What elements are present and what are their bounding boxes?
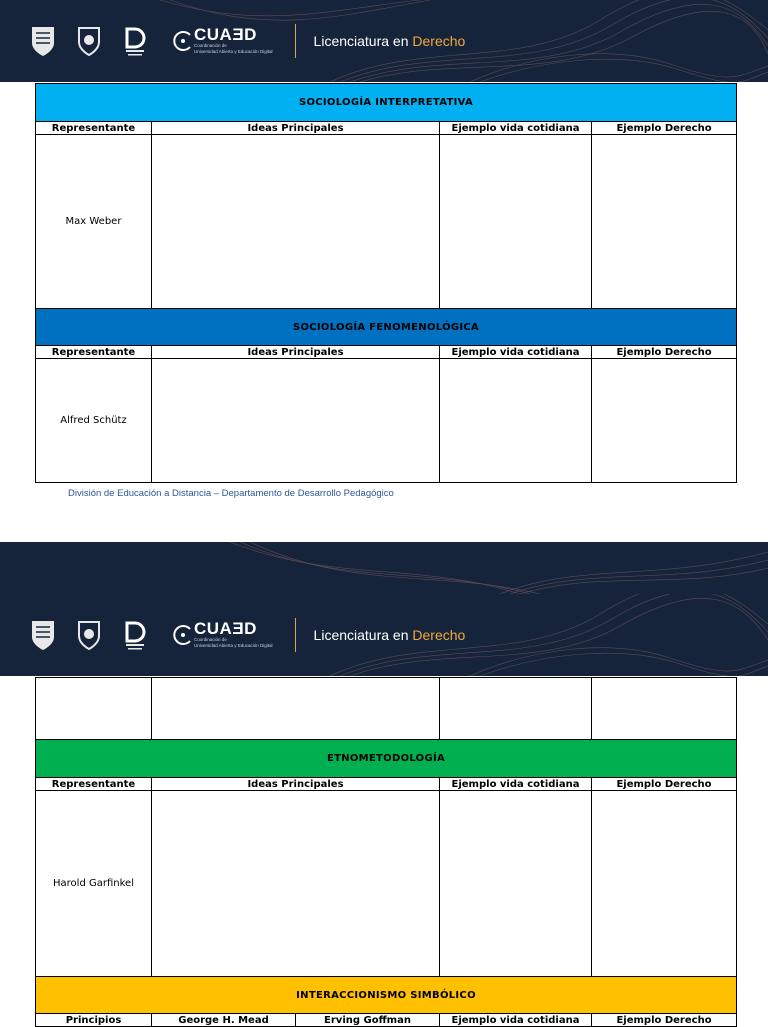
continued-rep-cell xyxy=(36,678,152,740)
representative-alfred-schutz: Alfred Schütz xyxy=(36,359,152,483)
decorative-waves xyxy=(0,542,768,594)
fes-shield-icon xyxy=(76,619,102,651)
page-break-strip xyxy=(0,542,768,594)
fes-shield-icon xyxy=(76,25,102,57)
column-header-ideas: Ideas Principales xyxy=(152,122,440,135)
law-example-cell[interactable] xyxy=(592,359,737,483)
cuaed-circle-icon xyxy=(172,624,194,646)
header-separator xyxy=(295,618,296,652)
representative-max-weber: Max Weber xyxy=(36,135,152,309)
header-separator xyxy=(295,24,296,58)
page-header-banner xyxy=(0,0,768,82)
column-header-daily-example: Ejemplo vida cotidiana xyxy=(440,346,592,359)
program-name: Derecho xyxy=(412,627,466,643)
program-prefix: Licenciatura en xyxy=(313,627,413,643)
cuaed-logo xyxy=(172,621,273,649)
column-header-representative: Representante xyxy=(36,346,152,359)
ideas-cell[interactable] xyxy=(152,135,440,309)
logo-row xyxy=(30,618,465,652)
column-header-law-example: Ejemplo Derecho xyxy=(592,1014,737,1027)
column-header-mead: George H. Mead xyxy=(152,1014,296,1027)
law-example-cell[interactable] xyxy=(592,791,737,977)
unam-shield-icon xyxy=(30,619,56,651)
section-title-etnometodologia: ETNOMETODOLOGÍA xyxy=(36,740,737,778)
daily-example-cell[interactable] xyxy=(440,791,592,977)
daily-example-cell[interactable] xyxy=(440,135,592,309)
column-header-law-example: Ejemplo Derecho xyxy=(592,122,737,135)
column-header-representative: Representante xyxy=(36,778,152,791)
de-logo-icon xyxy=(122,619,148,651)
program-title xyxy=(314,627,466,643)
column-header-law-example: Ejemplo Derecho xyxy=(592,346,737,359)
column-header-daily-example: Ejemplo vida cotidiana xyxy=(440,1014,592,1027)
column-header-representative: Representante xyxy=(36,122,152,135)
activity-table-interaccionismo xyxy=(35,976,737,1027)
cuaed-subtitle-1: Coordinación de xyxy=(194,43,227,48)
page-header-banner xyxy=(0,594,768,676)
section-title-fenomenologica: SOCIOLOGÍA FENOMENOLÓGICA xyxy=(36,309,737,346)
program-name: Derecho xyxy=(412,33,466,49)
cuaed-subtitle-1: Coordinación de xyxy=(194,637,227,642)
ideas-cell[interactable] xyxy=(152,678,440,740)
cuaed-name: CUAƎD xyxy=(194,25,257,44)
representative-harold-garfinkel: Harold Garfinkel xyxy=(36,791,152,977)
law-example-cell[interactable] xyxy=(592,678,737,740)
column-header-law-example: Ejemplo Derecho xyxy=(592,778,737,791)
column-header-ideas: Ideas Principales xyxy=(152,346,440,359)
column-header-ideas: Ideas Principales xyxy=(152,778,440,791)
cuaed-logo xyxy=(172,27,273,55)
logo-row xyxy=(30,24,465,58)
daily-example-cell[interactable] xyxy=(440,359,592,483)
footer-note: División de Educación a Distancia – Departamento de Desarrollo Pedagógico xyxy=(68,488,394,499)
cuaed-subtitle-2: Universidad Abierta y Educación Digital xyxy=(194,49,273,54)
activity-table-page2 xyxy=(35,677,737,977)
activity-table-page1 xyxy=(35,83,737,483)
daily-example-cell[interactable] xyxy=(440,678,592,740)
section-title-interpretativa: SOCIOLOGÍA INTERPRETATIVA xyxy=(36,84,737,122)
ideas-cell[interactable] xyxy=(152,791,440,977)
law-example-cell[interactable] xyxy=(592,135,737,309)
de-logo-icon xyxy=(122,25,148,57)
ideas-cell[interactable] xyxy=(152,359,440,483)
column-header-daily-example: Ejemplo vida cotidiana xyxy=(440,122,592,135)
column-header-daily-example: Ejemplo vida cotidiana xyxy=(440,778,592,791)
section-title-interaccionismo: INTERACCIONISMO SIMBÓLICO xyxy=(36,977,737,1014)
unam-shield-icon xyxy=(30,25,56,57)
program-title xyxy=(314,33,466,49)
column-header-principles: Principios xyxy=(36,1014,152,1027)
column-header-goffman: Erving Goffman xyxy=(296,1014,440,1027)
cuaed-circle-icon xyxy=(172,30,194,52)
cuaed-subtitle-2: Universidad Abierta y Educación Digital xyxy=(194,643,273,648)
program-prefix: Licenciatura en xyxy=(313,33,413,49)
cuaed-name: CUAƎD xyxy=(194,619,257,638)
